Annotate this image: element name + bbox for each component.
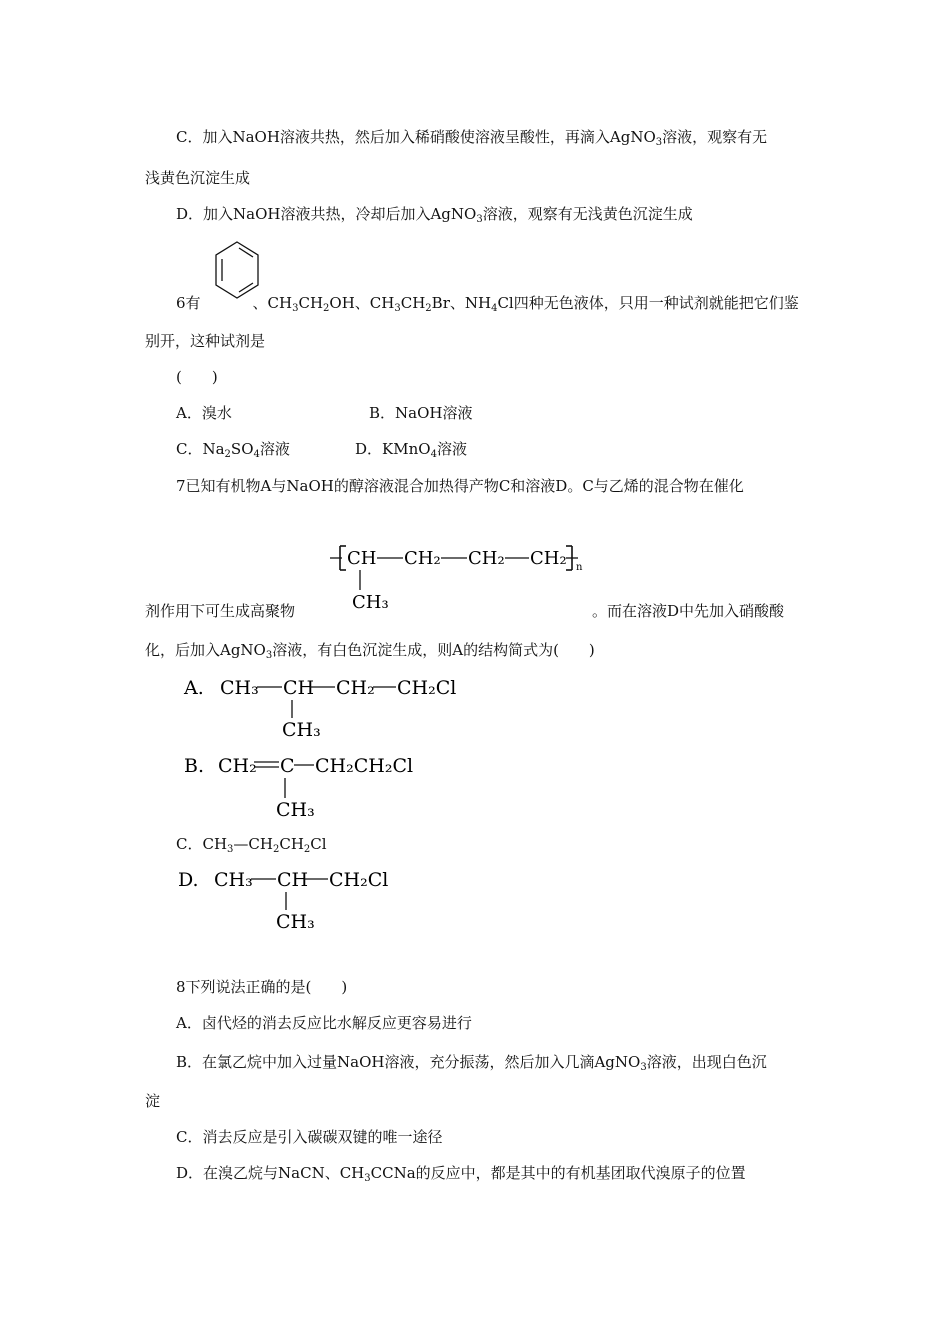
q7-stem-line2a: 剂作用下可生成高聚物 [145,602,296,620]
svg-text:CH: CH [277,869,309,891]
q6-option-d: D．KMnO$_4$溶液 [355,440,467,460]
q7-option-b-label: B. [184,755,205,777]
svg-text:CH₃: CH₃ [282,719,321,741]
q7-option-a-structure [184,672,484,742]
svg-text:CH₃: CH₃ [220,677,259,699]
q5-option-c-line1: C．加入NaOH溶液共热，然后加入稀硝酸使溶液呈酸性，再滴入AgNO$_3$溶液，观察有无 [176,128,768,148]
svg-text:CH₂: CH₂ [218,755,257,777]
svg-text:CH₂CH₂Cl: CH₂CH₂Cl [315,755,414,777]
svg-text:CH₂Cl: CH₂Cl [329,869,389,891]
polymer-ch2-2: CH₂ [468,548,505,569]
polymer-ch3-branch: CH₃ [352,592,389,613]
polymer-ch: CH [347,548,377,569]
q8-option-c: C．消去反应是引入碳碳双键的唯一途径 [176,1128,443,1146]
polymer-ch2-1: CH₂ [404,548,441,569]
q8-option-b-line1: B．在氯乙烷中加入过量NaOH溶液，充分振荡，然后加入几滴AgNO$_3$溶液，出现白色沉 [176,1053,767,1073]
q7-option-d-label: D. [178,869,199,891]
q6-option-a: A．溴水 [176,404,232,422]
polymer-ch2-3: CH₂ [530,548,567,569]
q6-option-b: B．NaOH溶液 [369,404,473,422]
q6-stem-line1: 6有 、$CH_3CH_2OH$、$CH_3CH_2Br$、$NH_4Cl$四种无色液体，只用一种试剂就能把它们鉴 [176,294,799,314]
q7-option-a-label: A. [184,677,204,699]
q7-stem-line2b: 。而在溶液D中先加入硝酸酸 [592,602,785,620]
svg-text:CH₃: CH₃ [276,911,315,933]
q7-option-d-structure [178,864,418,936]
q8-option-d: D．在溴乙烷与NaCN、$CH_3CCNa$的反应中，都是其中的有机基团取代溴原子的位置 [176,1164,746,1184]
q8-option-b-line2: 淀 [145,1092,161,1110]
svg-text:CH: CH [283,677,315,699]
polymer-n: n [576,562,583,573]
q6-option-c: C．$Na_2SO_4$溶液 [176,440,290,460]
q7-stem-line3: 化，后加入AgNO$_3$溶液，有白色沉淀生成，则A的结构简式为( ) [145,641,595,661]
polymer-structure [328,542,598,612]
svg-text:CH₃: CH₃ [276,799,315,821]
svg-text:CH₂: CH₂ [336,677,375,699]
q7-option-b-structure [184,750,444,822]
q5-option-d: D．加入NaOH溶液共热，冷却后加入AgNO$_3$溶液，观察有无浅黄色沉淀生成 [176,205,693,225]
svg-text:CH₂Cl: CH₂Cl [397,677,457,699]
q8-stem: 8下列说法正确的是( ) [176,978,348,996]
svg-text:C: C [280,755,295,777]
q8-option-a: A．卤代烃的消去反应比水解反应更容易进行 [176,1014,472,1032]
q6-stem-line2: 别开，这种试剂是 [145,332,266,350]
q7-option-c: C．$CH_3—CH_2CH_2Cl$ [176,835,327,855]
q7-stem-line1: 7已知有机物A与NaOH的醇溶液混合加热得产物C和溶液D。C与乙烯的混合物在催化 [176,477,744,495]
q6-answer-paren: ( ) [176,368,218,386]
q5-option-c-line2: 浅黄色沉淀生成 [145,169,251,187]
svg-text:CH₃: CH₃ [214,869,253,891]
